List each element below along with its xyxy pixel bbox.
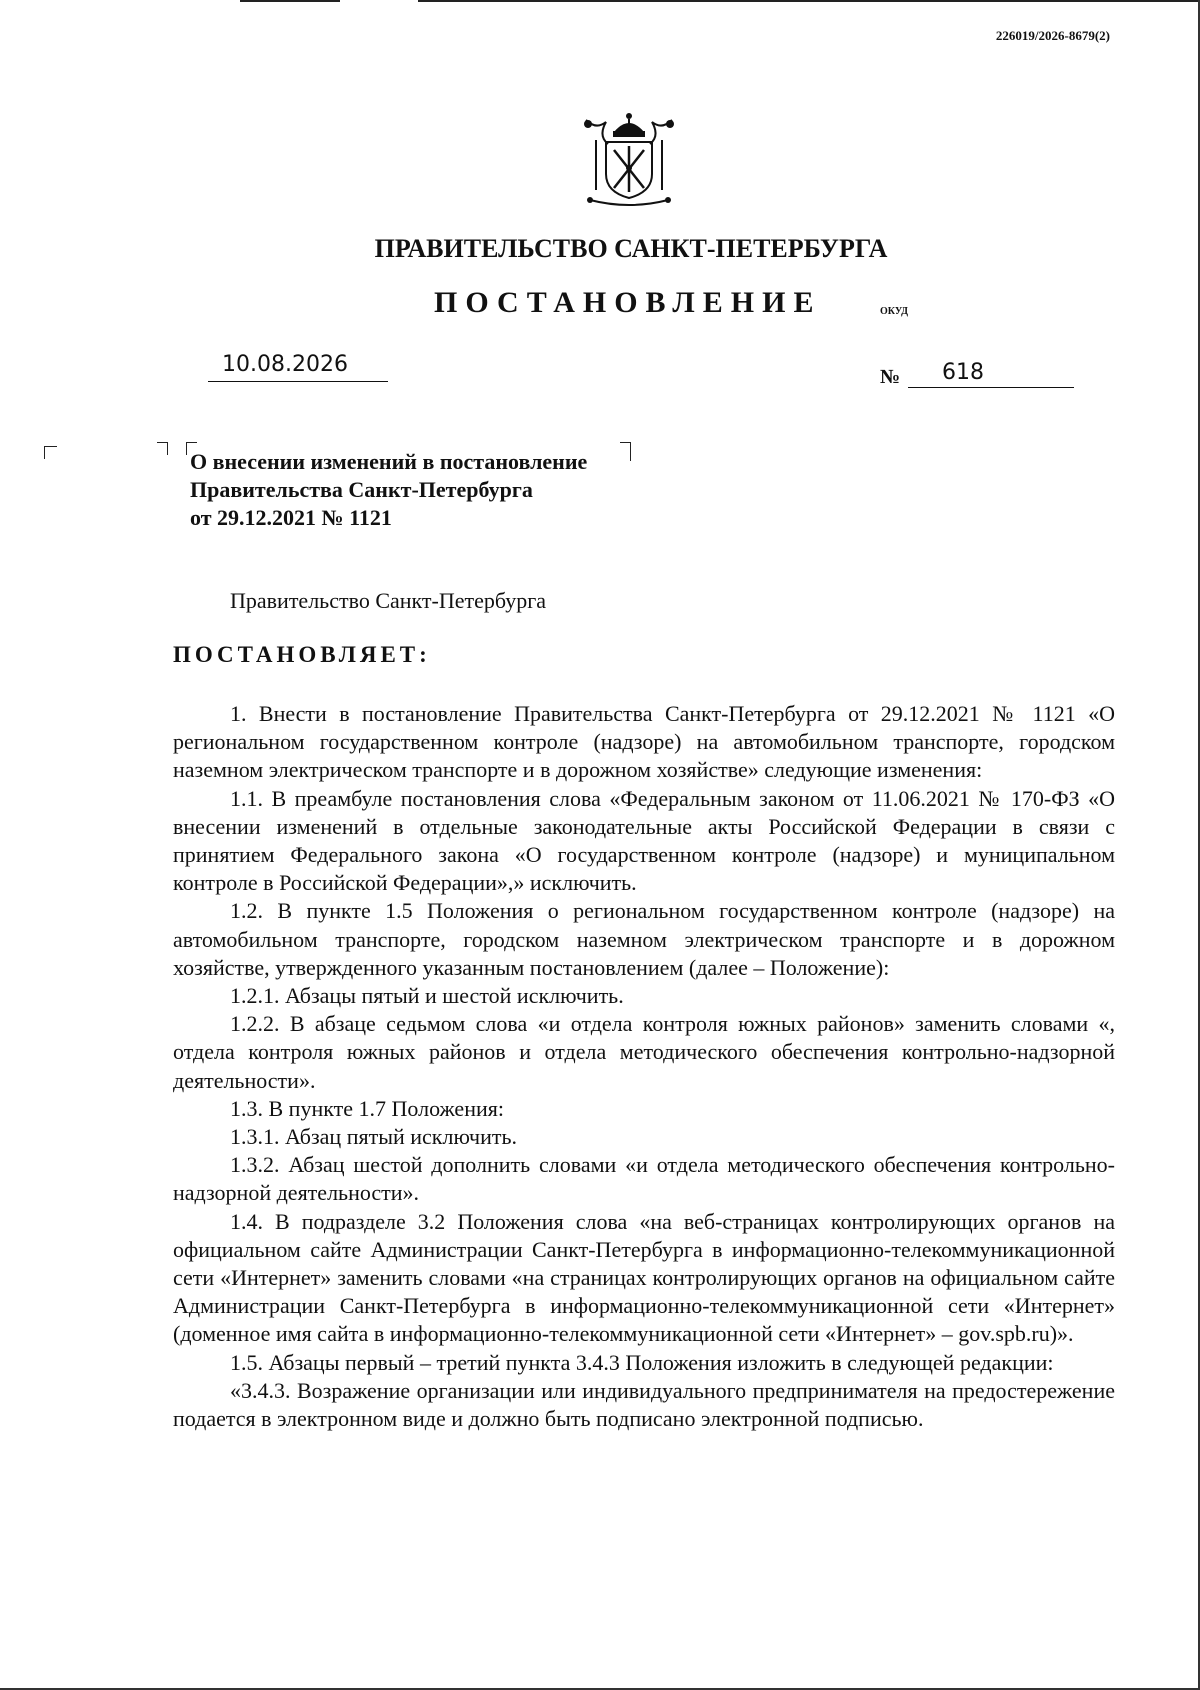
issuing-authority: Правительство Санкт-Петербурга: [230, 588, 547, 613]
subject-corner-mark: [157, 442, 168, 455]
document-registration-number: 226019/2026-8679(2): [995, 28, 1110, 43]
paragraph: 1.4. В подразделе 3.2 Положения слова «на веб-страницах контролирующих органов на официальном сайте Администрации Санкт-Петербурга в информационно-телекоммуникационной сети «Интернет» заменить словами «на страницах контролирующих органов на официальном сайте Администрации Санкт-Петербурга в информационно-телекоммуникационной сети «Интернет» (доменное имя сайта в информационно-телекоммуникационной сети «Интернет» – gov.spb.ru)».: [173, 1208, 1115, 1347]
number-sign: №: [880, 366, 901, 388]
document-subject: [190, 448, 587, 532]
paragraph: 1.3.2. Абзац шестой дополнить словами «и отдела методического обеспечения контрольно-надзорной деятельности».: [173, 1152, 1115, 1206]
margin-corner-mark: [44, 446, 57, 459]
paragraph: 1.2.2. В абзаце седьмом слова «и отдела контроля южных районов» заменить словами «, отдела контроля южных районов и отдела методического обеспечения контрольно-надзорной деятельности».: [173, 1011, 1115, 1093]
okud-label: ОКУД: [880, 306, 909, 317]
paragraph: 1.1. В преамбуле постановления слова «Федеральным законом от 11.06.2021 № 170-ФЗ «О внесении изменений в отдельные законодательные акты Российской Федерации в связи с принятием Федерального закона «О государственном контроле (надзоре) и муниципальном контроле в Российской Федерации»,» исключить.: [173, 785, 1115, 896]
paragraph: 1.2.1. Абзацы пятый и шестой исключить.: [230, 983, 624, 1009]
subject-corner-mark: [620, 442, 631, 461]
document-body: [173, 700, 1115, 1433]
paragraph: 1.5. Абзацы первый – третий пункта 3.4.3 Положения изложить в следующей редакции:: [230, 1349, 1054, 1375]
scan-border-top-left: [240, 0, 340, 2]
paragraph: «3.4.3. Возражение организации или индивидуального предпринимателя на предостережение подается в электронном виде и должно быть подписано электронной подписью.: [173, 1377, 1115, 1432]
subject-line: Правительства Санкт-Петербурга: [190, 477, 533, 502]
government-name: ПРАВИТЕЛЬСТВО САНКТ-ПЕТЕРБУРГА: [374, 234, 888, 263]
saint-petersburg-coat-of-arms-icon: [576, 110, 682, 210]
decree-word: ПОСТАНОВЛЯЕТ:: [173, 642, 431, 667]
paragraph: 1.3.1. Абзац пятый исключить.: [230, 1124, 518, 1150]
paragraph: 1. Внести в постановление Правительства Санкт-Петербурга от 29.12.2021 № 1121 «О региональном государственном контроле (надзоре) на автомобильном транспорте, городском наземном электрическом транспорте и в дорожном хозяйстве» следующие изменения:: [173, 701, 1115, 783]
document-date: 10.08.2026: [208, 352, 388, 382]
document-type: ПОСТАНОВЛЕНИЕ: [434, 286, 822, 319]
paragraph: 1.2. В пункте 1.5 Положения о региональном государственном контроле (надзоре) на автомобильном транспорте, городском наземном электрическом транспорте и в дорожном хозяйстве, утвержденного указанным постановлением (далее – Положение):: [173, 898, 1115, 980]
scan-border-top: [418, 0, 1200, 2]
subject-line: О внесении изменений в постановление: [190, 449, 588, 474]
subject-line: от 29.12.2021 № 1121: [190, 505, 392, 530]
paragraph: 1.3. В пункте 1.7 Положения:: [230, 1095, 504, 1121]
document-number: 618: [908, 360, 1074, 388]
